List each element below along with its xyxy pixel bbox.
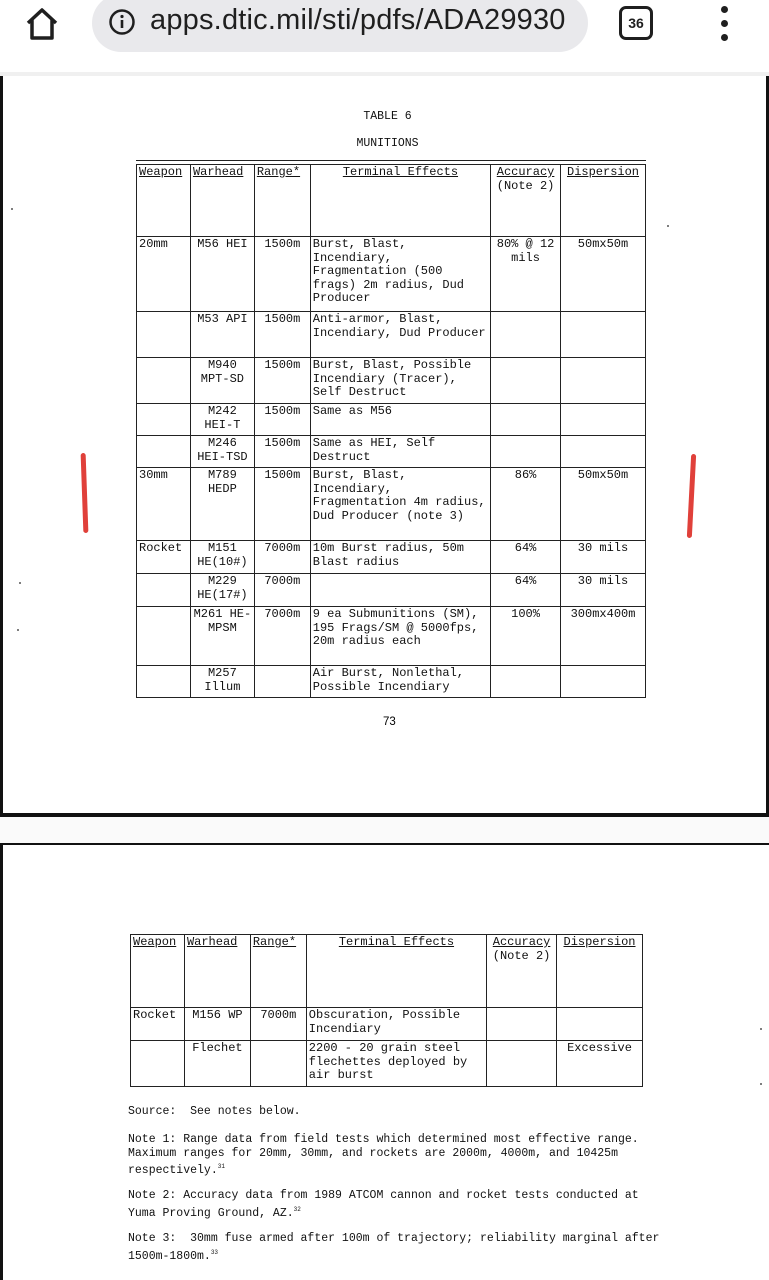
cell-accuracy: 100% (491, 607, 561, 666)
cell-accuracy (487, 1041, 557, 1087)
footnote-ref: 33 (210, 1248, 219, 1256)
cell-warhead: M261 HE-MPSM (190, 607, 254, 666)
page-number: 73 (383, 716, 396, 728)
cell-warhead: M229 HE(17#) (190, 574, 254, 607)
cell-dispersion (561, 358, 646, 404)
munitions-table-continued (130, 934, 643, 1087)
note-1: Note 1: Range data from field tests which determined most effective range. Maximum ranges for 20mm, 30mm, and rockets are 2000m, 4000m, and 10425m respectively.$^{31}$ (128, 1133, 653, 1178)
cell-warhead: M53 API (190, 312, 254, 358)
cell-dispersion (561, 312, 646, 358)
cell-dispersion: 30 mils (561, 541, 646, 574)
source-line: Source: See notes below. (128, 1105, 301, 1118)
cell-warhead: M789 HEDP (190, 468, 254, 541)
note-3: Note 3: 30mm fuse armed after 100m of trajectory; reliability marginal after 1500m-1800m.$^{33}$ (128, 1232, 667, 1263)
table-row (137, 541, 646, 574)
cell-dispersion (561, 404, 646, 436)
cell-weapon (137, 436, 191, 468)
cell-accuracy (491, 358, 561, 404)
cell-range: 7000m (254, 574, 310, 607)
table-row (131, 1041, 643, 1087)
table-row (137, 237, 646, 312)
cell-weapon (137, 404, 191, 436)
cell-warhead: M246 HEI-TSD (190, 436, 254, 468)
table-subtitle: MUNITIONS (356, 137, 419, 150)
cell-range: 7000m (254, 541, 310, 574)
table-row (137, 312, 646, 358)
cell-effects (310, 574, 490, 607)
header-dispersion: Dispersion (563, 935, 636, 949)
cell-accuracy (487, 1008, 557, 1041)
tab-switcher-button[interactable]: 36 (619, 6, 653, 40)
cell-range: 1500m (254, 404, 310, 436)
cell-accuracy (491, 666, 561, 698)
cell-range: 7000m (254, 607, 310, 666)
cell-dispersion (557, 1008, 643, 1041)
header-warhead: Warhead (192, 165, 244, 179)
table-row (137, 468, 646, 541)
cell-warhead: M56 HEI (190, 237, 254, 312)
header-warhead: Warhead (186, 935, 238, 949)
cell-dispersion (561, 666, 646, 698)
header-range: Range* (252, 935, 297, 949)
cell-accuracy (491, 436, 561, 468)
table-row (137, 607, 646, 666)
table-row (137, 404, 646, 436)
cell-effects: Same as HEI, Self Destruct (310, 436, 490, 468)
cell-warhead: Flechet (184, 1041, 250, 1087)
cell-effects: Air Burst, Nonlethal, Possible Incendiary (310, 666, 490, 698)
cell-weapon: 30mm (137, 468, 191, 541)
cell-range: 1500m (254, 237, 310, 312)
cell-dispersion: 30 mils (561, 574, 646, 607)
cell-range: 7000m (250, 1008, 306, 1041)
footnote-ref: 31 (217, 1163, 225, 1171)
cell-accuracy (491, 404, 561, 436)
cell-effects: Obscuration, Possible Incendiary (306, 1008, 486, 1041)
cell-accuracy: 80% @ 12 mils (491, 237, 561, 312)
table-row (137, 666, 646, 698)
cell-effects: 10m Burst radius, 50m Blast radius (310, 541, 490, 574)
cell-effects: 9 ea Submunitions (SM), 195 Frags/SM @ 5000fps, 20m radius each (310, 607, 490, 666)
site-info-icon[interactable] (108, 8, 136, 36)
header-terminal-effects: Terminal Effects (342, 165, 459, 179)
cell-weapon: Rocket (131, 1008, 185, 1041)
header-weapon: Weapon (139, 165, 183, 179)
cell-accuracy: 64% (491, 574, 561, 607)
cell-range: 1500m (254, 358, 310, 404)
table-header-row (137, 165, 646, 237)
cell-dispersion: Excessive (557, 1041, 643, 1087)
table-row (131, 1008, 643, 1041)
cell-effects: Same as M56 (310, 404, 490, 436)
cell-accuracy (491, 312, 561, 358)
cell-range: 1500m (254, 312, 310, 358)
cell-weapon (137, 607, 191, 666)
cell-warhead: M257 Illum (190, 666, 254, 698)
cell-warhead: M156 WP (184, 1008, 250, 1041)
cell-warhead: M151 HE(10#) (190, 541, 254, 574)
header-dispersion: Dispersion (567, 165, 640, 179)
cell-dispersion: 50mx50m (561, 468, 646, 541)
header-range: Range* (256, 165, 301, 179)
home-icon[interactable] (22, 4, 62, 44)
cell-weapon (137, 666, 191, 698)
cell-range (254, 666, 310, 698)
table-header-row (131, 935, 643, 1008)
overflow-menu-icon[interactable] (716, 4, 732, 44)
cell-weapon (137, 574, 191, 607)
cell-weapon: Rocket (137, 541, 191, 574)
cell-accuracy: 86% (491, 468, 561, 541)
cell-warhead: M242 HEI-T (190, 404, 254, 436)
table-title: TABLE 6 (363, 110, 412, 123)
cell-effects: Anti-armor, Blast, Incendiary, Dud Producer (310, 312, 490, 358)
cell-weapon: 20mm (137, 237, 191, 312)
cell-dispersion: 300mx400m (561, 607, 646, 666)
header-accuracy-note: (Note 2) (496, 178, 555, 193)
cell-range: 1500m (254, 468, 310, 541)
cell-weapon (137, 358, 191, 404)
header-accuracy: Accuracy (492, 935, 551, 949)
cell-dispersion: 50mx50m (561, 237, 646, 312)
footnote-ref: 32 (293, 1205, 301, 1213)
header-accuracy: Accuracy (496, 165, 555, 179)
cell-warhead: M940 MPT-SD (190, 358, 254, 404)
cell-effects: 2200 - 20 grain steel flechettes deployed by air burst (306, 1041, 486, 1087)
header-terminal-effects: Terminal Effects (338, 935, 455, 949)
browser-toolbar (0, 0, 769, 72)
cell-effects: Burst, Blast, Possible Incendiary (Tracer), Self Destruct (310, 358, 490, 404)
cell-range (250, 1041, 306, 1087)
table-row (137, 436, 646, 468)
cell-weapon (137, 312, 191, 358)
cell-weapon (131, 1041, 185, 1087)
cell-range: 1500m (254, 436, 310, 468)
table-row (137, 358, 646, 404)
url-text[interactable]: apps.dtic.mil/sti/pdfs/ADA29930 (150, 4, 566, 36)
note-2: Note 2: Accuracy data from 1989 ATCOM cannon and rocket tests conducted at Yuma Proving Ground, AZ.$^{32}$ (128, 1189, 646, 1220)
cell-accuracy: 64% (491, 541, 561, 574)
table-row (137, 574, 646, 607)
header-weapon: Weapon (133, 935, 177, 949)
cell-effects: Burst, Blast, Incendiary, Fragmentation 4m radius, Dud Producer (note 3) (310, 468, 490, 541)
header-accuracy-note: (Note 2) (492, 948, 551, 963)
cell-effects: Burst, Blast, Incendiary, Fragmentation (500 frags) 2m radius, Dud Producer (310, 237, 490, 312)
munitions-table (136, 164, 646, 698)
cell-dispersion (561, 436, 646, 468)
